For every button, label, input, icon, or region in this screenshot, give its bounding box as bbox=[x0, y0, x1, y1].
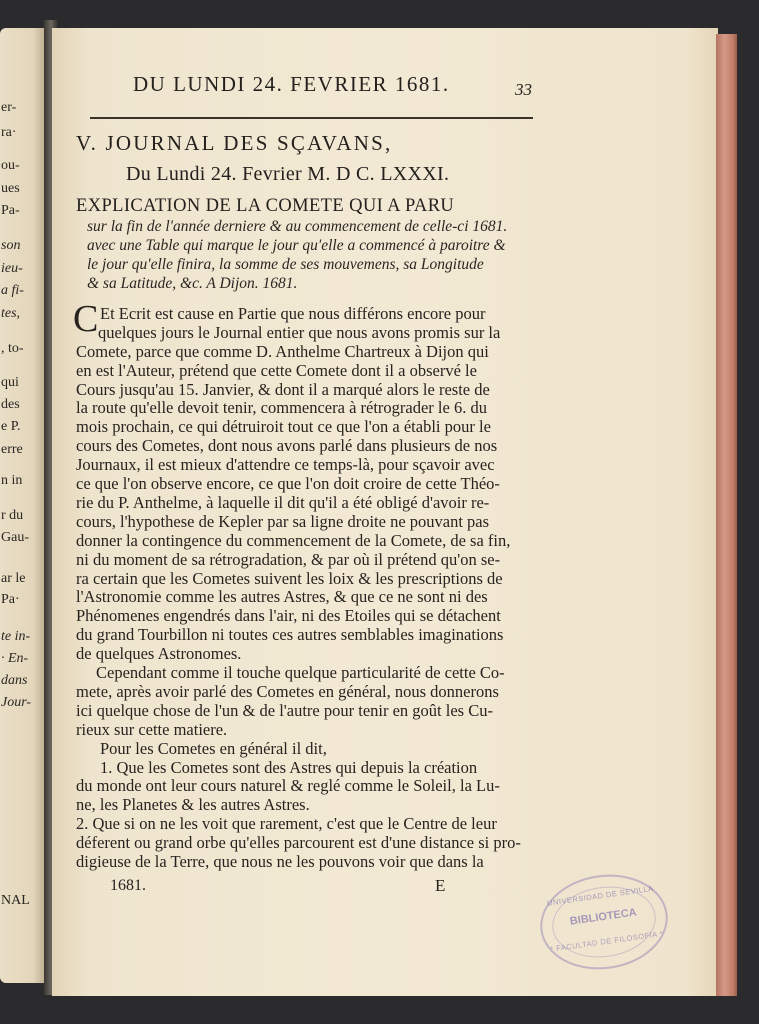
journal-date: Du Lundi 24. Fevrier M. D C. LXXXI. bbox=[126, 163, 450, 185]
left-margin-fragment: te in- bbox=[1, 629, 31, 644]
left-margin-fragment: e P. bbox=[1, 419, 21, 434]
body-line: ce que l'on observe encore, ce que l'on doit croire de cette Théo- bbox=[76, 474, 500, 493]
left-margin-fragment: Pa- bbox=[1, 203, 20, 218]
left-margin-fragment: er- bbox=[1, 100, 17, 115]
body-line: Cours jusqu'au 15. Janvier, & dont il a marqué alors le reste de bbox=[76, 380, 490, 399]
left-margin-fragment: ieu- bbox=[1, 261, 23, 276]
body-line: donner la contingence du commencement de la Comete, de sa fin, bbox=[76, 531, 511, 550]
left-margin-fragment: r du bbox=[1, 508, 24, 523]
journal-title: V. JOURNAL DES SÇAVANS, bbox=[76, 131, 393, 155]
left-facing-page bbox=[0, 28, 47, 983]
stamp-bottom-text: * FACULTAD DE FILOSOFÍA * bbox=[549, 928, 664, 954]
page-number: 33 bbox=[515, 80, 532, 99]
body-line: digieuse de la Terre, que nous ne les pouvons voir que dans la bbox=[76, 852, 484, 871]
body-line: mois prochain, ce qui détruiroit tout ce que l'on a établi pour le bbox=[76, 417, 491, 436]
body-line: la route qu'elle devoit tenir, commencera à rétrograder le 6. du bbox=[76, 398, 487, 417]
left-margin-fragment: · En- bbox=[1, 651, 29, 666]
body-line: Phénomenes engendrés dans l'air, ni des Etoiles qui se détachent bbox=[76, 606, 501, 625]
left-margin-fragment: Gau- bbox=[1, 530, 29, 545]
left-margin-fragment: Pa· bbox=[1, 592, 20, 607]
body-line: 2. Que si on ne les voit que rarement, c'est que le Centre de leur bbox=[76, 814, 497, 833]
body-line: Journaux, il est mieux d'attendre ce temps-là, pour sçavoir avec bbox=[76, 455, 495, 474]
article-subtitle-line: avec une Table qui marque le jour qu'elle a commencé à paroitre & bbox=[87, 237, 506, 254]
left-margin-fragment: n in bbox=[1, 473, 23, 488]
signature-mark: 1681. bbox=[110, 877, 146, 894]
body-line: en est l'Auteur, prétend que cette Comete dont il a observé le bbox=[76, 361, 477, 380]
left-margin-fragment: ra· bbox=[1, 125, 17, 140]
left-margin-fragment: NAL bbox=[1, 893, 30, 908]
stamp-top-text: UNIVERSIDAD DE SEVILLA bbox=[546, 883, 655, 908]
body-line: ne, les Planetes & les autres Astres. bbox=[76, 795, 310, 814]
header-rule bbox=[90, 117, 533, 119]
body-line: du monde ont leur cours naturel & reglé comme le Soleil, la Lu- bbox=[76, 776, 500, 795]
body-line: Cependant comme il touche quelque particularité de cette Co- bbox=[96, 663, 505, 682]
body-line: l'Astronomie comme les autres Astres, & que ce ne sont ni des bbox=[76, 587, 488, 606]
body-line: mete, après avoir parlé des Cometes en général, nous donnerons bbox=[76, 682, 499, 701]
left-margin-fragment: ar le bbox=[1, 571, 26, 586]
body-line: Pour les Cometes en général il dit, bbox=[100, 739, 327, 758]
article-subtitle-line: sur la fin de l'année derniere & au commencement de celle-ci 1681. bbox=[87, 218, 508, 235]
body-line: du grand Tourbillon ni toutes ces autres semblables imaginations bbox=[76, 625, 504, 644]
left-margin-fragment: des bbox=[1, 397, 20, 412]
left-margin-fragment: son bbox=[1, 238, 21, 253]
body-line: déferent ou grand orbe qu'elles parcourent est d'une distance si pro- bbox=[76, 833, 521, 852]
body-line: quelques jours le Journal entier que nous avons promis sur la bbox=[98, 323, 501, 342]
left-margin-fragment: a fi- bbox=[1, 283, 24, 298]
body-line: de quelques Astronomes. bbox=[76, 644, 242, 663]
article-subtitle-line: le jour qu'elle finira, la somme de ses mouvemens, sa Longitude bbox=[87, 256, 484, 273]
left-margin-fragment: Jour- bbox=[1, 695, 32, 710]
left-margin-fragment: ou- bbox=[1, 158, 20, 173]
article-subtitle-line: & sa Latitude, &c. A Dijon. 1681. bbox=[87, 275, 298, 292]
body-line: Comete, parce que comme D. Anthelme Chartreux à Dijon qui bbox=[76, 342, 489, 361]
body-line: ni du moment de sa rétrogradation, & par où il prétend qu'on se- bbox=[76, 550, 501, 569]
article-heading: EXPLICATION DE LA COMETE QUI A PARU bbox=[76, 196, 455, 216]
body-line: 1. Que les Cometes sont des Astres qui depuis la création bbox=[100, 758, 478, 777]
stamp-middle-text: BIBLIOTECA bbox=[569, 906, 638, 928]
sheet-letter: E bbox=[435, 876, 446, 895]
left-margin-fragment: dans bbox=[1, 673, 28, 688]
left-margin-fragment: erre bbox=[1, 442, 23, 457]
body-line: cours des Cometes, dont nous avons parlé dans plusieurs de nos bbox=[76, 436, 498, 455]
body-line: cours, l'hypothese de Kepler par sa ligne droite ne pouvant pas bbox=[76, 512, 490, 531]
body-line: Et Ecrit est cause en Partie que nous différons encore pour bbox=[100, 304, 486, 323]
left-margin-fragment: , to- bbox=[1, 341, 24, 356]
page-edge bbox=[716, 34, 737, 996]
drop-cap: C bbox=[73, 298, 99, 340]
body-line: rie du P. Anthelme, à laquelle il dit qu'il a été obligé d'avoir re- bbox=[76, 493, 490, 512]
body-line: rieux sur cette matiere. bbox=[76, 720, 228, 739]
left-margin-fragment: tes, bbox=[1, 306, 21, 321]
body-line: ra certain que les Cometes suivent les loix & les prescriptions de bbox=[76, 569, 503, 588]
body-line: ici quelque chose de l'un & de l'autre pour tenir en goût les Cu- bbox=[76, 701, 493, 720]
left-margin-fragment: ues bbox=[1, 181, 20, 196]
running-head: DU LUNDI 24. FEVRIER 1681. bbox=[133, 72, 450, 96]
left-margin-fragment: qui bbox=[1, 375, 19, 390]
